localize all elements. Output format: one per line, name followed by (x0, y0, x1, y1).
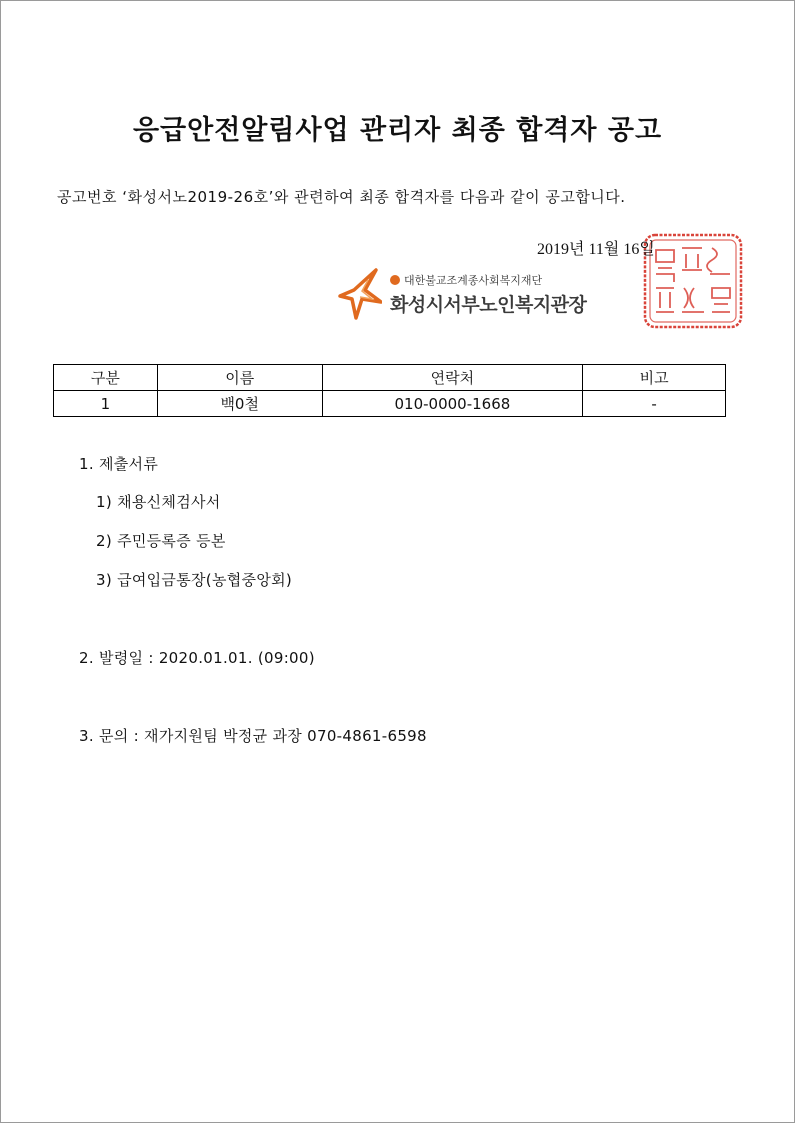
result-table (53, 364, 726, 417)
intro-text: 공고번호 ‘화성서노2019-26호’와 관련하여 최종 합격자를 다음과 같이 공고합니다. (57, 188, 626, 206)
docs-heading: 1. 제출서류 (79, 455, 159, 473)
contact-info: 3. 문의 : 재가지원팀 박정균 과장 070-4861-6598 (79, 727, 427, 745)
official-seal-icon (642, 232, 744, 330)
header-category: 구분 (54, 365, 158, 391)
table-row (54, 391, 726, 417)
header-contact: 연락처 (322, 365, 583, 391)
appointment-date: 2. 발령일 : 2020.01.01. (09:00) (79, 649, 315, 667)
star-emblem-icon (338, 268, 382, 320)
table-header-row (54, 365, 726, 391)
list-item: 3) 급여입금통장(농협중앙회) (96, 571, 293, 589)
header-name: 이름 (157, 365, 322, 391)
list-item: 1) 채용신체검사서 (96, 493, 221, 511)
foundation-dot-icon (390, 275, 400, 285)
cell-remarks: - (583, 391, 726, 417)
header-remarks: 비고 (583, 365, 726, 391)
org-name: 화성시서부노인복지관장 (390, 294, 587, 316)
org-parent-name: 대한불교조계종사회복지재단 (390, 272, 542, 288)
cell-name: 백0철 (157, 391, 322, 417)
cell-category: 1 (54, 391, 158, 417)
cell-contact: 010-0000-1668 (322, 391, 583, 417)
organization-logo (338, 268, 608, 320)
announcement-date: 2019년 11월 16일 (537, 241, 655, 258)
page-title: 응급안전알림사업 관리자 최종 합격자 공고 (132, 115, 663, 146)
list-item: 2) 주민등록증 등본 (96, 532, 226, 550)
